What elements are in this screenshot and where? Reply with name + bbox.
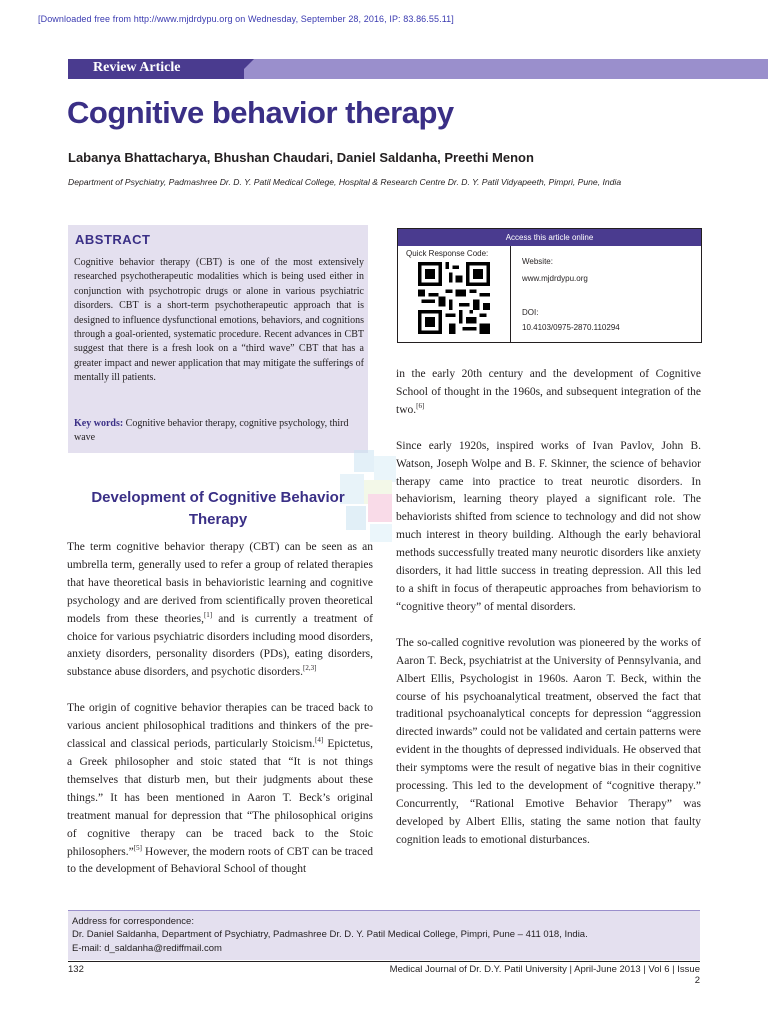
- citation[interactable]: [1]: [203, 610, 213, 619]
- correspondence-box: [68, 910, 700, 960]
- review-article-banner: [68, 59, 768, 79]
- access-online-box: [397, 228, 702, 343]
- website-link[interactable]: www.mjdrdypu.org: [522, 274, 588, 283]
- article-type-label: Review Article: [93, 60, 181, 75]
- correspondence-email[interactable]: E-mail: d_saldanha@rediffmail.com: [72, 942, 222, 954]
- paragraph: Since early 1920s, inspired works of Ivan Pavlov, John B. Watson, Joseph Wolpe and B. F. Skinner, the science of behavior therapy came into practice to treat neurotic disorders. In behaviorism, learning theory played a significant role. The behaviorists shifted from science to technology and did not show much interest in theory building. Although the early behavioral methods successfully treated many neurotic disorders like anxiety disorders, it had little success in treating depression. All this led to a shift in focus of therapeutic approaches from behaviorism to “cognitive theory” of mental disorders.: [396, 439, 701, 613]
- journal-info: Medical Journal of Dr. D.Y. Patil University | April-June 2013 | Vol 6 | Issue 2: [389, 964, 700, 986]
- section-heading: Development of Cognitive Behavior Therapy: [91, 489, 345, 528]
- keywords-text: Cognitive behavior therapy, cognitive psychology, third wave: [74, 418, 349, 443]
- paragraph-text: in the early 20th century and the development of Cognitive School of thought in the 1960s, and subsequent integration of the two.: [396, 368, 701, 416]
- citation[interactable]: [4]: [315, 736, 324, 745]
- paragraph: [396, 366, 701, 420]
- keywords-label: Key words:: [74, 418, 124, 429]
- paragraph: [67, 700, 373, 879]
- website-label: Website:: [522, 257, 553, 266]
- access-heading: Access this article online: [398, 229, 701, 246]
- citation[interactable]: [5]: [133, 843, 142, 852]
- footer-rule: [68, 961, 700, 962]
- paragraph-text: and is currently a treatment of choice for various psychiatric disorders including mood disorders, anxiety disorders, personality disorders (PDs), eating disorders, substance abuse disorders, and psychotic disorders.: [67, 612, 373, 679]
- doi-value[interactable]: 10.4103/0975-2870.110294: [522, 323, 620, 332]
- correspondence-text: [72, 915, 588, 955]
- download-note: [Downloaded free from http://www.mjdrdypu.org on Wednesday, September 28, 2016, IP: 83.86.55.11]: [38, 14, 454, 24]
- article-title: Cognitive behavior therapy: [67, 95, 454, 130]
- abstract-text: Cognitive behavior therapy (CBT) is one of the most extensively researched psychotherapeutic modalities which is being used either in conjunction with psychotropic drugs or alone in various psychiatric disorders. CBT is a short-term psychotherapeutic approach that is designed to influence dysfunctional emotions, behaviors, and cognitions through a goal-oriented, systematic procedure. Recent advances in CBT suggest that there is a fresh look on a “third wave” CBT that has a greater impact and newer application that may mitigate the sufferings of mentally ill patients.: [74, 257, 364, 384]
- keywords: [74, 417, 364, 445]
- paragraph: The so-called cognitive revolution was pioneered by the works of Aaron T. Beck, psychiatrist at the University of Pennsylvania, and Albert Ellis, Psychologist in 1960s. Aaron T. Beck, within the course of his psychoanalytical treatment, observed the fact that traditional psychoanalytical concepts for depression “aggression directed inwards” could not be validated and certain patterns were evident in the thoughts of depressed individuals. He observed that their symptoms were the result of negative bias in their cognitive processing. This led to the development of “cognitive therapy.” Concurrently, “Rational Emotive Behavior Therapy” was developed by Albert Ellis, stating the same notion that faulty cognition leads to emotional disturbances.: [396, 636, 701, 846]
- paragraph-text: The term cognitive behavior therapy (CBT) can be seen as an umbrella term, generally used to refer a group of related therapies that have theoretical basis in behavioristic learning and cognitive psychology and are derived from scientifically proven theoretical models from these theories,: [67, 541, 373, 625]
- abstract-box: [68, 225, 368, 453]
- qr-label: Quick Response Code:: [406, 249, 489, 258]
- right-column: [396, 366, 701, 868]
- paragraph-text: The origin of cognitive behavior therapies can be traced back to various ancient philosophical traditions and thinkers of the pre-classical and classical periods, particularly Stoicism.: [67, 702, 373, 751]
- paragraph-text: Epictetus, a Greek philosopher and stoic stated that “It is not things themselves that disturb men, but their judgments about these things.” It has been mentioned in Aaron T. Beck’s original treatment manual for depression that “The philosophical origins of cognitive therapy can be traced back to the Stoic philosophers.”: [67, 738, 374, 858]
- citation[interactable]: [2,3]: [303, 664, 317, 673]
- affiliation: Department of Psychiatry, Padmashree Dr. D. Y. Patil Medical College, Hospital & Research Centre Dr. D. Y. Patil Vidyapeeth, Pimpri, Pune, India: [68, 177, 622, 187]
- authors: Labanya Bhattacharya, Bhushan Chaudari, Daniel Saldanha, Preethi Menon: [68, 150, 534, 165]
- qr-code-icon: [418, 262, 490, 334]
- doi-label: DOI:: [522, 308, 539, 317]
- access-divider: [510, 246, 511, 342]
- correspondence-heading: Address for correspondence:: [72, 916, 194, 927]
- abstract-heading: ABSTRACT: [75, 232, 151, 247]
- paragraph: [67, 539, 373, 682]
- banner-stripe: [244, 59, 768, 79]
- correspondence-address: Dr. Daniel Saldanha, Department of Psychiatry, Padmashree Dr. D. Y. Patil Medical College, Pimpri, Pune – 411 018, India.: [72, 929, 588, 941]
- citation[interactable]: [6]: [416, 401, 425, 410]
- paragraph-text: However, the modern roots of CBT can be traced to the development of Behavioral School of thought: [67, 845, 373, 876]
- left-column: [67, 539, 373, 897]
- page-number: 132: [68, 964, 84, 975]
- banner-notch: [234, 59, 254, 79]
